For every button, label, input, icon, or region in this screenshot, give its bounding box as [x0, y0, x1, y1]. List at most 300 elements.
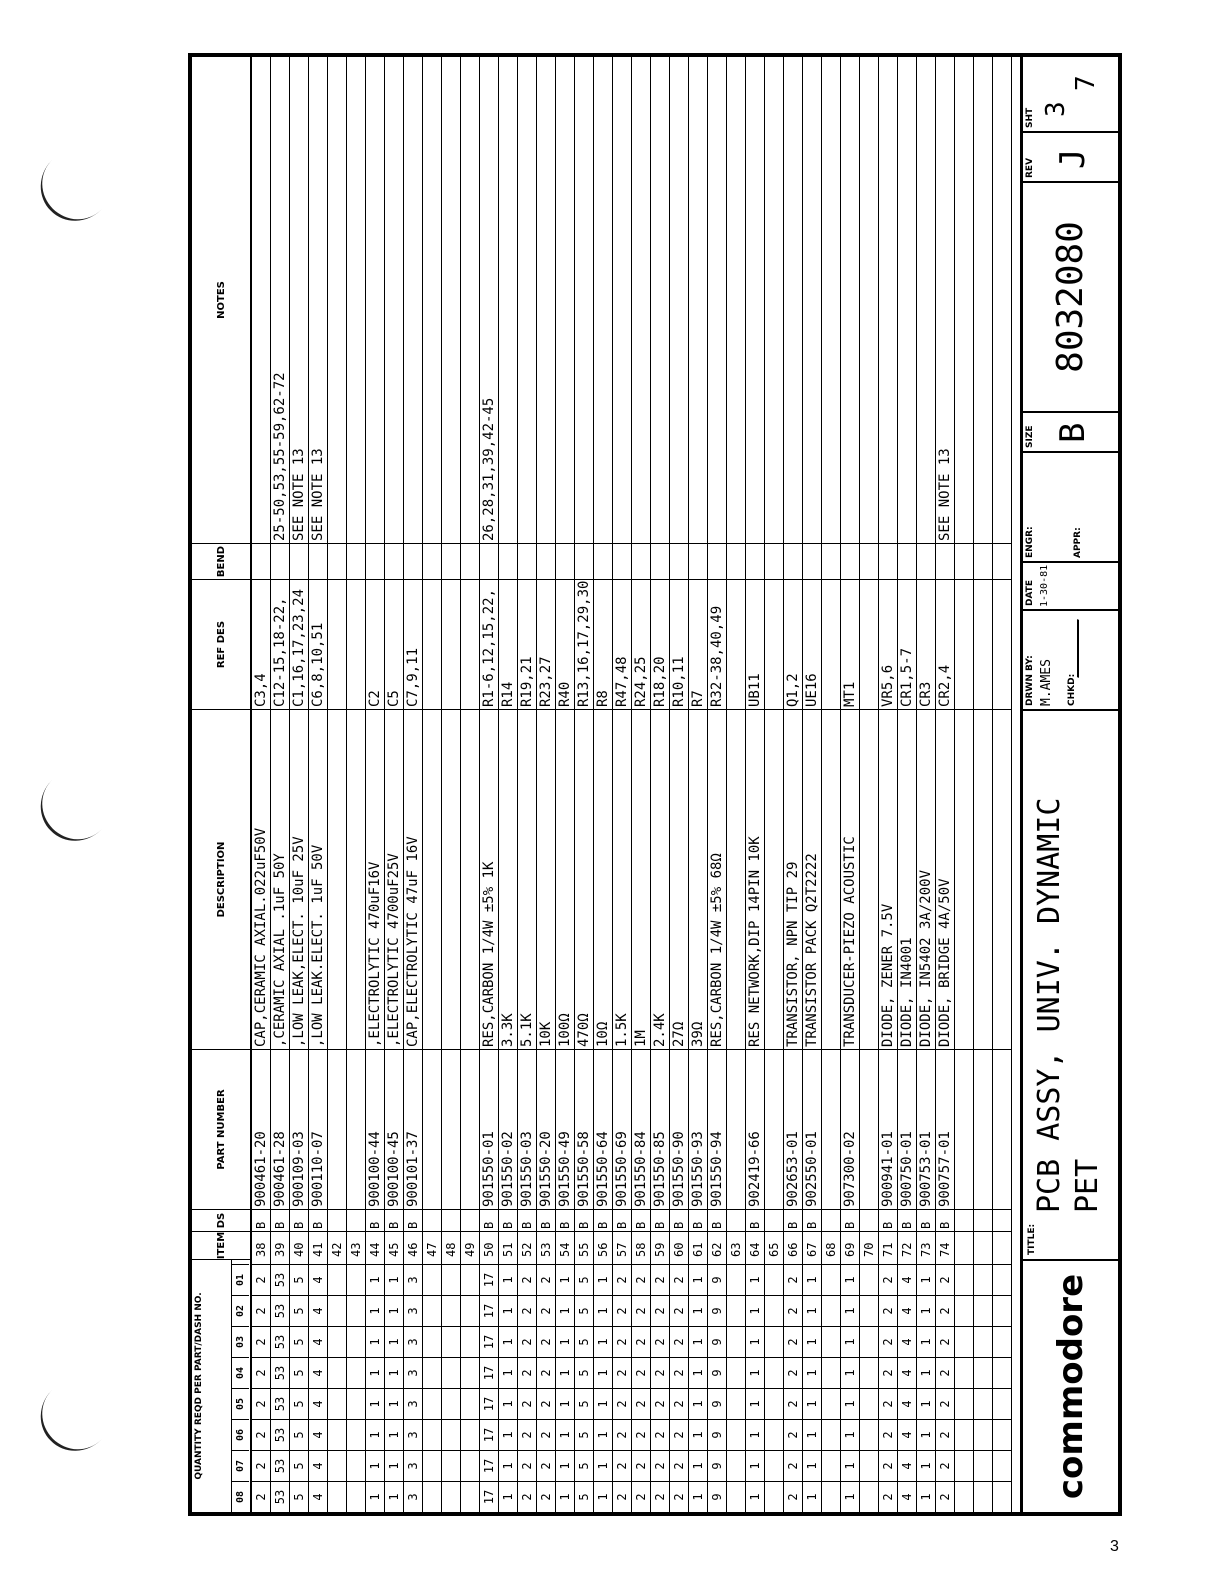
checker-signature — [1063, 614, 1079, 678]
description-cell: CAP,ELECTROLYTIC 47uF 16V — [404, 709, 422, 1049]
qty-cell: 17 — [480, 1326, 498, 1357]
bend-cell — [480, 543, 498, 579]
engr-cell — [1023, 451, 1118, 561]
qty-cell — [442, 1450, 460, 1481]
part-number-cell: 901550-84 — [632, 1049, 650, 1209]
description-cell: 2.4K — [651, 709, 669, 1049]
notes-cell — [670, 57, 688, 543]
qty-cell — [347, 1357, 365, 1388]
description-cell: DIODE, BRIDGE 4A/50V — [936, 709, 954, 1049]
ref-des-cell: R32-38,40,49 — [708, 579, 726, 709]
description-cell: RES,CARBON 1/4W ±5% 1K — [480, 709, 498, 1049]
qty-cell — [822, 1419, 840, 1450]
qty-cell — [347, 1264, 365, 1295]
ds-cell: B — [651, 1209, 669, 1231]
table-row — [499, 57, 518, 1512]
ds-cell: B — [784, 1209, 802, 1231]
empty-row — [955, 57, 974, 1512]
qty-cell: 2 — [651, 1357, 669, 1388]
title-label: TITLE: — [1027, 1223, 1037, 1255]
bend-cell — [518, 543, 536, 579]
empty-cell — [974, 1481, 992, 1512]
qty-cell: 2 — [936, 1264, 954, 1295]
qty-cell: 1 — [556, 1357, 574, 1388]
ds-cell: B — [556, 1209, 574, 1231]
qty-cell: 2 — [518, 1326, 536, 1357]
qty-cell: 1 — [746, 1357, 764, 1388]
qty-cell: 4 — [309, 1264, 327, 1295]
qty-cell: 2 — [936, 1295, 954, 1326]
qty-cell: 5 — [575, 1326, 593, 1357]
qty-cell: 2 — [613, 1481, 631, 1512]
part-number-header: PART NUMBER — [192, 1049, 250, 1209]
empty-cell — [955, 1049, 973, 1209]
qty-cell: 1 — [366, 1388, 384, 1419]
description-cell: ,ELECTROLYTIC 4700uF25V — [385, 709, 403, 1049]
qty-cell: 2 — [651, 1450, 669, 1481]
qty-cell: 2 — [936, 1419, 954, 1450]
qty-cell: 1 — [385, 1264, 403, 1295]
notes-cell — [404, 57, 422, 543]
empty-cell — [955, 57, 973, 543]
qty-cell: 4 — [898, 1295, 916, 1326]
qty-cell: 1 — [594, 1419, 612, 1450]
empty-cell — [974, 1231, 992, 1259]
ref-des-cell: R40 — [556, 579, 574, 709]
bend-cell — [385, 543, 403, 579]
qty-cell: 4 — [898, 1357, 916, 1388]
qty-cell: 2 — [537, 1326, 555, 1357]
qty-cell: 4 — [309, 1419, 327, 1450]
qty-cell: 1 — [841, 1357, 859, 1388]
notes-cell: 26,28,31,39,42-45 — [481, 397, 497, 541]
qty-cell: 2 — [651, 1481, 669, 1512]
qty-cell — [423, 1326, 441, 1357]
bend-cell — [309, 543, 327, 579]
punch-hole-top — [26, 134, 127, 235]
bend-cell — [252, 543, 270, 579]
description-cell: RES NETWORK,DIP 14PIN 10K — [746, 709, 764, 1049]
qty-cell: 3 — [404, 1450, 422, 1481]
qty-cell: 1 — [917, 1481, 935, 1512]
qty-cell: 2 — [879, 1450, 897, 1481]
empty-cell — [955, 579, 973, 709]
qty-cell: 5 — [575, 1450, 593, 1481]
qty-cell: 53 — [271, 1481, 289, 1512]
notes-cell — [613, 57, 631, 543]
table-row — [765, 57, 784, 1512]
ds-cell — [461, 1209, 479, 1231]
qty-cell — [860, 1295, 878, 1326]
ref-des-cell: R47,48 — [613, 579, 631, 709]
qty-cell: 9 — [708, 1264, 726, 1295]
punch-hole-bottom — [26, 1364, 127, 1465]
bend-cell — [537, 543, 555, 579]
ref-des-cell: C5 — [385, 579, 403, 709]
notes-cell — [727, 57, 745, 543]
qty-cell — [860, 1419, 878, 1450]
description-cell: 100Ω — [556, 709, 574, 1049]
qty-cell — [347, 1419, 365, 1450]
dwg-number-cell — [1023, 181, 1118, 411]
ds-cell: B — [613, 1209, 631, 1231]
ds-cell: B — [252, 1209, 270, 1231]
notes-cell — [594, 57, 612, 543]
qty-cell — [765, 1481, 783, 1512]
item-cell: 42 — [328, 1231, 346, 1259]
qty-cell: 1 — [499, 1450, 517, 1481]
empty-cell — [974, 1264, 992, 1295]
ds-cell: B — [632, 1209, 650, 1231]
table-row — [879, 57, 898, 1512]
notes-cell — [385, 57, 403, 543]
table-row — [556, 57, 575, 1512]
qty-cell — [461, 1419, 479, 1450]
qty-cell — [328, 1326, 346, 1357]
table-row — [328, 57, 347, 1512]
qty-cell: 1 — [689, 1326, 707, 1357]
dash-number-cell: 08 — [232, 1481, 249, 1512]
item-cell: 56 — [594, 1231, 612, 1259]
qty-cell: 5 — [575, 1388, 593, 1419]
ds-cell: B — [879, 1209, 897, 1231]
ds-cell: B — [499, 1209, 517, 1231]
table-row — [309, 57, 328, 1512]
qty-cell: 1 — [385, 1388, 403, 1419]
qty-cell: 5 — [290, 1357, 308, 1388]
ref-des-cell: UE16 — [803, 579, 821, 709]
rotated-parts-table — [192, 57, 1118, 1512]
qty-cell: 2 — [632, 1481, 650, 1512]
empty-cell — [993, 1231, 1011, 1259]
empty-cell — [974, 1357, 992, 1388]
notes-cell: SEE NOTE 13 — [310, 448, 326, 541]
qty-cell: 1 — [594, 1264, 612, 1295]
notes-cell — [423, 57, 441, 543]
empty-cell — [993, 1295, 1011, 1326]
qty-cell: 5 — [290, 1295, 308, 1326]
table-row — [898, 57, 917, 1512]
dash-number-cell: 04 — [232, 1357, 249, 1388]
qty-cell — [347, 1481, 365, 1512]
qty-cell: 5 — [290, 1419, 308, 1450]
empty-cell — [955, 709, 973, 1049]
bend-cell — [784, 543, 802, 579]
qty-header — [192, 1259, 250, 1512]
qty-cell: 9 — [708, 1450, 726, 1481]
item-cell: 43 — [347, 1231, 365, 1259]
qty-cell: 2 — [518, 1419, 536, 1450]
qty-cell: 1 — [746, 1450, 764, 1481]
empty-cell — [993, 709, 1011, 1049]
notes-cell — [746, 57, 764, 543]
notes-cell — [917, 57, 935, 543]
qty-cell: 2 — [613, 1450, 631, 1481]
qty-cell: 2 — [537, 1357, 555, 1388]
empty-cell — [993, 1450, 1011, 1481]
part-number-cell — [461, 1049, 479, 1209]
qty-cell — [727, 1419, 745, 1450]
qty-cell: 2 — [670, 1326, 688, 1357]
qty-cell: 5 — [575, 1357, 593, 1388]
bend-cell — [936, 543, 954, 579]
empty-cell — [955, 543, 973, 579]
ref-des-cell: R18,20 — [651, 579, 669, 709]
empty-cell — [955, 1450, 973, 1481]
part-number-cell — [860, 1049, 878, 1209]
part-number-cell: 900109-03 — [290, 1049, 308, 1209]
notes-cell — [252, 57, 270, 543]
qty-cell: 1 — [917, 1357, 935, 1388]
qty-cell: 2 — [252, 1357, 270, 1388]
part-number-cell: 901550-58 — [575, 1049, 593, 1209]
description-cell: 5.1K — [518, 709, 536, 1049]
qty-cell: 1 — [841, 1326, 859, 1357]
drawn-cell — [1023, 609, 1118, 709]
table-row — [651, 57, 670, 1512]
description-cell — [461, 709, 479, 1049]
qty-cell: 2 — [879, 1481, 897, 1512]
notes-cell — [708, 57, 726, 543]
ds-header: DS — [192, 1209, 250, 1231]
ds-cell: B — [290, 1209, 308, 1231]
qty-cell: 1 — [917, 1419, 935, 1450]
qty-cell: 1 — [803, 1481, 821, 1512]
item-cell: 48 — [442, 1231, 460, 1259]
qty-cell: 1 — [499, 1481, 517, 1512]
empty-cell — [993, 1357, 1011, 1388]
qty-cell — [347, 1450, 365, 1481]
qty-cell: 9 — [708, 1419, 726, 1450]
qty-cell: 2 — [518, 1357, 536, 1388]
qty-cell: 1 — [803, 1357, 821, 1388]
description-cell: ,CERAMIC AXIAL .1uF 50Y — [271, 709, 289, 1049]
empty-cell — [974, 1209, 992, 1231]
bend-cell — [898, 543, 916, 579]
dash-number-cell: 07 — [232, 1450, 249, 1481]
qty-cell — [423, 1357, 441, 1388]
qty-cell — [822, 1481, 840, 1512]
chkd-label: CHKD: — [1067, 673, 1077, 706]
part-number-cell: 900461-28 — [271, 1049, 289, 1209]
bend-cell — [822, 543, 840, 579]
qty-cell — [347, 1295, 365, 1326]
description-cell: 27Ω — [670, 709, 688, 1049]
qty-cell: 1 — [556, 1295, 574, 1326]
qty-cell: 2 — [784, 1388, 802, 1419]
description-cell: 39Ω — [689, 709, 707, 1049]
dash-number-cell: 05 — [232, 1388, 249, 1419]
date-value: 1-30-81 — [1039, 564, 1050, 607]
bend-cell — [575, 543, 593, 579]
size-label: SIZE — [1025, 425, 1035, 448]
empty-cell — [955, 1481, 973, 1512]
qty-cell: 1 — [385, 1450, 403, 1481]
date-label: DATE — [1025, 579, 1035, 606]
qty-cell — [423, 1450, 441, 1481]
qty-cell: 1 — [803, 1295, 821, 1326]
ref-des-cell: CR2,4 — [936, 579, 954, 709]
empty-cell — [955, 1326, 973, 1357]
ref-des-cell: VR5,6 — [879, 579, 897, 709]
description-cell: DIODE, ZENER 7.5V — [879, 709, 897, 1049]
qty-cell: 17 — [480, 1419, 498, 1450]
qty-cell: 1 — [841, 1264, 859, 1295]
description-cell: TRANSDUCER-PIEZO ACOUSTIC — [841, 709, 859, 1049]
part-number-cell: 901550-02 — [499, 1049, 517, 1209]
ref-des-cell: C7,9,11 — [404, 579, 422, 709]
qty-cell: 9 — [708, 1326, 726, 1357]
notes-cell — [537, 57, 555, 543]
notes-cell: SEE NOTE 13 — [937, 448, 953, 541]
table-row — [347, 57, 366, 1512]
qty-cell: 2 — [537, 1419, 555, 1450]
qty-cell — [727, 1481, 745, 1512]
bend-cell — [765, 543, 783, 579]
qty-cell: 1 — [366, 1326, 384, 1357]
qty-cell — [765, 1295, 783, 1326]
qty-cell: 2 — [632, 1450, 650, 1481]
qty-cell: 2 — [252, 1295, 270, 1326]
description-cell: DIODE, IN5402 3A/200V — [917, 709, 935, 1049]
part-number-cell: 902653-01 — [784, 1049, 802, 1209]
table-row — [271, 57, 290, 1512]
notes-cell — [366, 57, 384, 543]
qty-cell: 3 — [404, 1264, 422, 1295]
qty-cell: 2 — [936, 1388, 954, 1419]
part-number-cell: 907300-02 — [841, 1049, 859, 1209]
description-cell: 1M — [632, 709, 650, 1049]
qty-cell — [860, 1326, 878, 1357]
item-cell: 72 — [898, 1231, 916, 1259]
qty-cell: 3 — [404, 1357, 422, 1388]
drawing-number: 8032080 — [1050, 221, 1091, 373]
qty-cell: 17 — [480, 1450, 498, 1481]
qty-cell: 1 — [556, 1481, 574, 1512]
description-cell: 10K — [537, 709, 555, 1049]
qty-cell: 2 — [651, 1295, 669, 1326]
qty-cell: 2 — [879, 1357, 897, 1388]
notes-cell — [328, 57, 346, 543]
qty-cell — [347, 1388, 365, 1419]
qty-cell — [328, 1388, 346, 1419]
qty-cell: 1 — [841, 1450, 859, 1481]
bend-cell — [860, 543, 878, 579]
qty-cell: 3 — [404, 1388, 422, 1419]
qty-cell: 5 — [290, 1264, 308, 1295]
qty-cell — [461, 1388, 479, 1419]
item-cell: 61 — [689, 1231, 707, 1259]
qty-cell: 2 — [784, 1326, 802, 1357]
qty-cell: 2 — [784, 1264, 802, 1295]
qty-cell — [442, 1264, 460, 1295]
item-cell: 71 — [879, 1231, 897, 1259]
qty-cell: 2 — [670, 1388, 688, 1419]
ds-cell — [442, 1209, 460, 1231]
title-block — [1020, 57, 1118, 1512]
qty-cell: 17 — [480, 1295, 498, 1326]
ref-des-cell — [822, 579, 840, 709]
item-cell: 64 — [746, 1231, 764, 1259]
qty-cell: 1 — [746, 1481, 764, 1512]
qty-cell: 1 — [385, 1481, 403, 1512]
qty-cell: 2 — [632, 1419, 650, 1450]
qty-cell: 9 — [708, 1388, 726, 1419]
qty-cell: 1 — [689, 1419, 707, 1450]
description-cell — [423, 709, 441, 1049]
qty-cell: 1 — [841, 1481, 859, 1512]
qty-cell — [822, 1357, 840, 1388]
drawn-by-label: DRWN BY: — [1025, 655, 1035, 706]
qty-cell: 2 — [670, 1481, 688, 1512]
description-cell: CAP,CERAMIC AXIAL.022uF50V — [252, 709, 270, 1049]
qty-cell: 2 — [936, 1357, 954, 1388]
rev-label: REV — [1025, 157, 1035, 178]
ds-cell: B — [841, 1209, 859, 1231]
qty-cell — [822, 1295, 840, 1326]
table-header — [192, 57, 252, 1512]
table-row — [385, 57, 404, 1512]
table-row — [841, 57, 860, 1512]
notes-cell — [499, 57, 517, 543]
sheet-cell — [1023, 57, 1118, 131]
table-row — [917, 57, 936, 1512]
qty-cell — [765, 1264, 783, 1295]
dash-number-row — [231, 1259, 250, 1512]
empty-cell — [974, 1450, 992, 1481]
ds-cell: B — [746, 1209, 764, 1231]
qty-cell: 1 — [556, 1419, 574, 1450]
table-row — [442, 57, 461, 1512]
empty-row — [993, 57, 1012, 1512]
qty-cell: 1 — [841, 1419, 859, 1450]
ref-des-cell — [328, 579, 346, 709]
qty-cell: 1 — [746, 1388, 764, 1419]
item-cell: 52 — [518, 1231, 536, 1259]
qty-cell: 4 — [898, 1326, 916, 1357]
appr-label: APPR: — [1073, 527, 1083, 558]
dash-number-cell: 01 — [232, 1264, 249, 1295]
qty-cell: 1 — [366, 1357, 384, 1388]
empty-cell — [955, 1357, 973, 1388]
qty-cell: 2 — [537, 1264, 555, 1295]
table-row — [366, 57, 385, 1512]
qty-cell: 5 — [575, 1295, 593, 1326]
qty-cell: 1 — [841, 1388, 859, 1419]
table-row — [727, 57, 746, 1512]
notes-cell — [556, 57, 574, 543]
qty-cell: 1 — [689, 1481, 707, 1512]
description-cell: 470Ω — [575, 709, 593, 1049]
qty-cell: 3 — [404, 1481, 422, 1512]
ds-cell: B — [708, 1209, 726, 1231]
part-number-cell: 902419-66 — [746, 1049, 764, 1209]
empty-cell — [974, 1295, 992, 1326]
qty-cell — [328, 1481, 346, 1512]
table-row — [480, 57, 499, 1512]
ref-des-cell — [423, 579, 441, 709]
bend-cell — [689, 543, 707, 579]
notes-cell — [765, 57, 783, 543]
qty-cell: 1 — [689, 1264, 707, 1295]
qty-cell: 1 — [917, 1388, 935, 1419]
qty-cell: 1 — [917, 1264, 935, 1295]
qty-cell: 17 — [480, 1481, 498, 1512]
qty-cell: 2 — [632, 1388, 650, 1419]
part-number-cell — [442, 1049, 460, 1209]
empty-cell — [955, 1209, 973, 1231]
bend-cell — [556, 543, 574, 579]
